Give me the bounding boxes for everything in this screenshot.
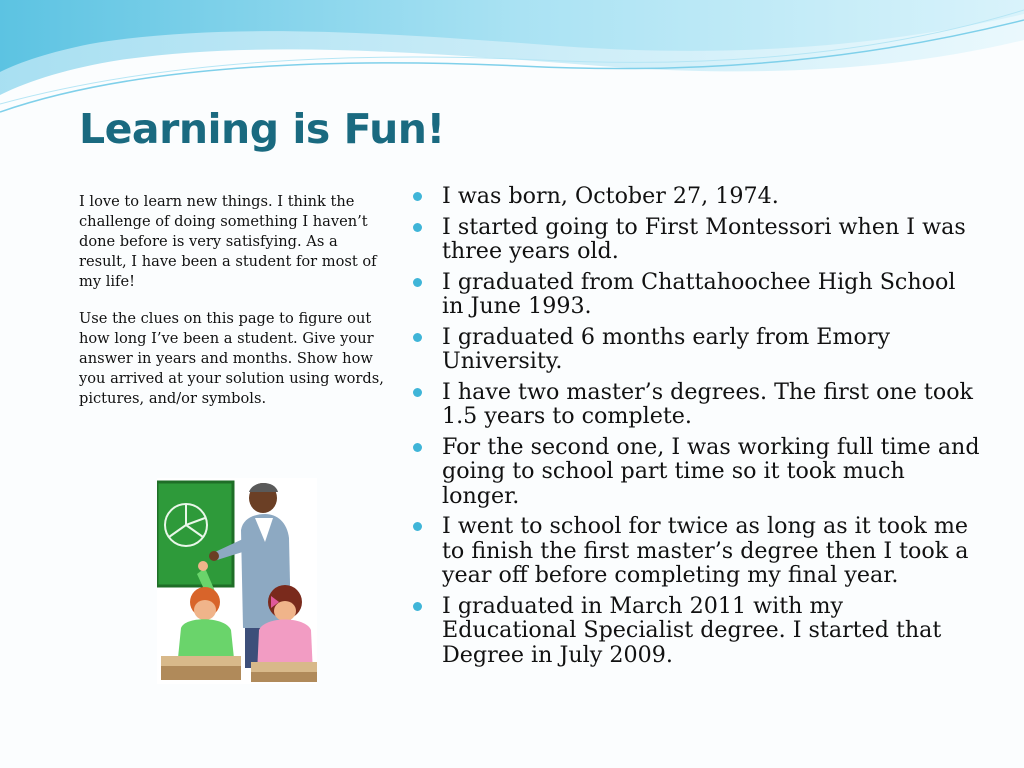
bullet-dot-icon [413, 192, 422, 201]
list-item [413, 594, 983, 668]
list-item [413, 435, 983, 509]
list-item-text: I went to school for twice as long as it took me to finish the first master’s degree then I took a year off before completing my final year. [442, 513, 969, 588]
list-item-text: I have two master’s degrees. The first one took 1.5 years to complete. [442, 378, 974, 429]
bullet-dot-icon [413, 522, 422, 531]
list-item-text: I started going to First Montessori when I was three years old. [442, 213, 966, 264]
bullet-dot-icon [413, 602, 422, 611]
clues-list [413, 184, 983, 673]
bullet-dot-icon [413, 333, 422, 342]
bullet-dot-icon [413, 388, 422, 397]
bullet-dot-icon [413, 278, 422, 287]
list-item-text: I was born, October 27, 1974. [442, 183, 779, 209]
intro-paragraph: I love to learn new things. I think the challenge of doing something I haven’t done before is very satisfying. As a result, I have been a student for most of my life! [79, 193, 377, 290]
teacher-classroom-clipart [157, 478, 317, 684]
list-item-text: I graduated from Chattahoochee High School in June 1993. [442, 268, 956, 319]
list-item [413, 215, 983, 264]
list-item-text: I graduated 6 months early from Emory University. [442, 323, 891, 374]
list-item [413, 514, 983, 588]
list-item [413, 270, 983, 319]
bullet-dot-icon [413, 443, 422, 452]
list-item [413, 325, 983, 374]
list-item-text: For the second one, I was working full time and going to school part time so it took much longer. [442, 433, 980, 509]
page-title: Learning is Fun! [79, 105, 445, 153]
list-item [413, 380, 983, 429]
intro-text [79, 192, 384, 426]
list-item-text: I graduated in March 2011 with my Educational Specialist degree. I started that Degree in July 2009. [442, 592, 942, 668]
bullet-dot-icon [413, 223, 422, 232]
list-item [413, 184, 983, 209]
instructions-paragraph: Use the clues on this page to figure out how long I’ve been a student. Give your answer in years and months. Show how you arrived at your solution using words, pictures, and/or symbols. [79, 310, 384, 407]
